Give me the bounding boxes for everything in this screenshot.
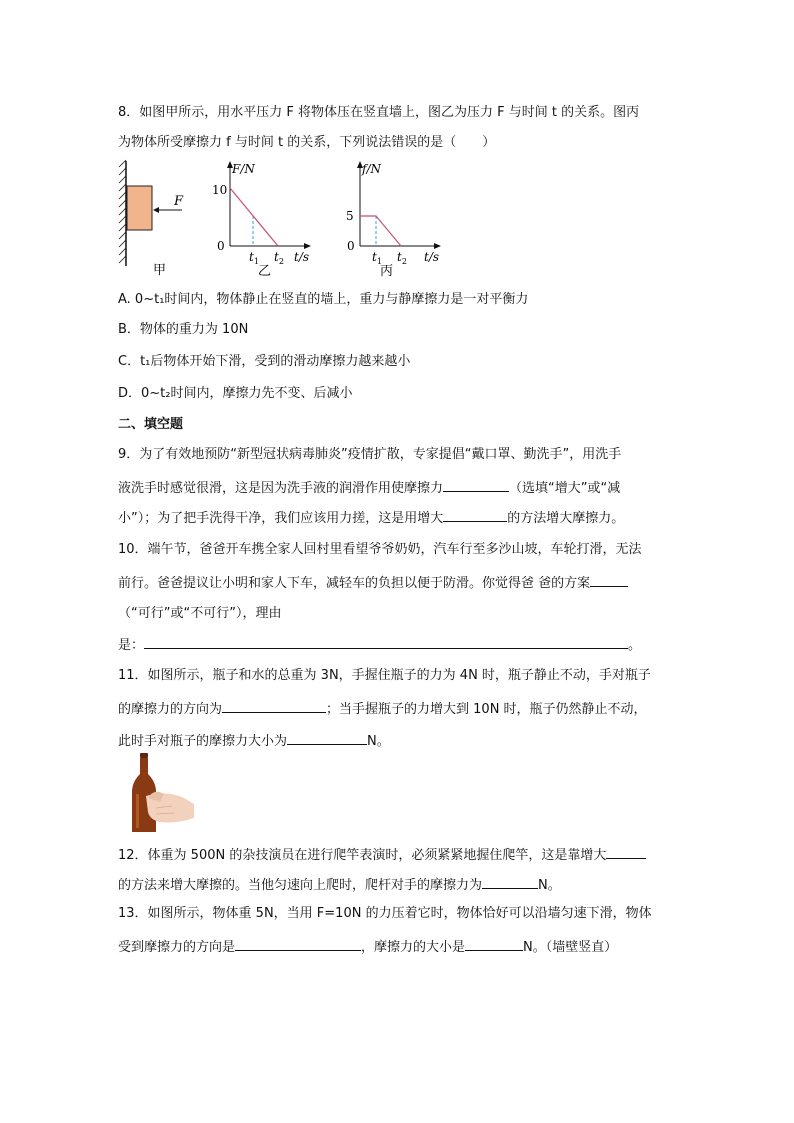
q8-line-1: 8．如图甲所示，用水平压力 F 将物体压在竖直墙上，图乙为压力 F 与时间 t 的关系。图丙 [118, 105, 640, 120]
q8-line-2: 为物体所受摩擦力 f 与时间 t 的关系，下列说法错误的是（ ） [118, 135, 496, 150]
origin-label: 0 [217, 239, 225, 253]
bottle-highlight [136, 794, 139, 828]
y-tick-10: 10 [212, 183, 228, 197]
figure-caption-jia: 甲 [153, 263, 167, 276]
t1-tick: $t_1$ [372, 250, 382, 266]
arrow-head [153, 207, 159, 213]
wall-hatching [119, 160, 126, 266]
x-axis-arrow [304, 243, 311, 249]
q12-line-2: 的方法来增大摩擦的。当他匀速向上爬时，爬杆对手的摩擦力为 N。 [118, 875, 561, 895]
x-axis-label: t/s [424, 250, 440, 264]
q11-line-1: 11．如图所示，瓶子和水的总重为 3N，手握住瓶子的力为 4N 时，瓶子静止不动，手对瓶子 [118, 668, 651, 683]
block [127, 186, 152, 230]
answer-blank[interactable] [287, 731, 367, 745]
figure-jia [118, 158, 190, 276]
answer-blank[interactable] [222, 699, 326, 713]
answer-blank[interactable] [590, 573, 628, 587]
q12-line-1: 12．体重为 500N 的杂技演员在进行爬竿表演时，必须紧紧地握住爬竿，这是靠增大 [118, 845, 646, 865]
q8-option-c: C．t₁后物体开始下滑，受到的滑动摩擦力越来越小 [118, 354, 411, 369]
answer-blank[interactable] [443, 508, 507, 522]
answer-blank[interactable] [465, 937, 523, 951]
x-axis-label: t/s [294, 250, 310, 264]
friction-line [360, 216, 401, 246]
t2-tick: $t_2$ [274, 250, 284, 266]
q10-line-3: （“可行”或“不可行”），理由 [118, 606, 282, 621]
q10-line-1: 10．端午节，爸爸开车携全家人回村里看望爷爷奶奶，汽车行至多沙山坡，车轮打滑，无法 [118, 542, 642, 557]
origin-label: 0 [347, 239, 355, 253]
q8-option-a: A. 0~t₁时间内，物体静止在竖直的墙上，重力与静摩擦力是一对平衡力 [118, 292, 529, 307]
section-heading: 二、填空题 [118, 417, 184, 432]
force-label: F [174, 194, 184, 209]
y-tick-5: 5 [346, 209, 354, 223]
q13-line-1: 13．如图所示，物体重 5N，当用 F=10N 的力压着它时，物体恰好可以沿墙匀速下滑，物体 [118, 906, 652, 921]
figure-yi [208, 158, 320, 278]
y-axis-label: f/N [362, 162, 381, 176]
answer-blank[interactable] [606, 845, 646, 859]
y-axis-label: F/N [232, 162, 255, 176]
t1-tick: $t_1$ [249, 250, 259, 266]
x-axis-arrow [434, 243, 441, 249]
force-line [230, 188, 278, 246]
q9-line-2: 液洗手时感觉很滑，这是因为洗手液的润滑作用使摩擦力 （选填“增大”或“减 [118, 478, 620, 498]
figure-caption-bing: 丙 [380, 264, 394, 278]
q10-line-2: 前行。爸爸提议让小明和家人下车，减轻车的负担以便于防滑。你觉得爸 爸的方案 [118, 573, 628, 593]
q8-option-d: D．0~t₂时间内，摩擦力先不变、后减小 [118, 386, 353, 401]
q9-line-3: 小”）；为了把手洗得干净，我们应该用力搓，这是用增大 的方法增大摩擦力。 [118, 508, 624, 528]
figure-bing [338, 158, 450, 278]
q9-line-1: 9．为了有效地预防“新型冠状病毒肺炎”疫情扩散，专家提倡“戴口罩、勤洗手”，用洗手 [118, 447, 622, 462]
q13-line-2: 受到摩擦力的方向是 ，摩擦力的大小是 N。（墙壁竖直） [118, 937, 617, 957]
figure-caption-yi: 乙 [258, 264, 272, 278]
q11-line-2: 的摩擦力的方向为 ；当手握瓶子的力增大到 10N 时，瓶子仍然静止不动， [118, 699, 647, 719]
q8-option-b: B．物体的重力为 10N [118, 322, 249, 337]
reason-blank[interactable] [144, 635, 628, 649]
answer-blank[interactable] [482, 875, 538, 889]
bottle-in-hand-image [126, 752, 196, 834]
q11-line-3: 此时手对瓶子的摩擦力大小为 N。 [118, 731, 390, 751]
q10-line-4: 是： 。 [118, 635, 641, 655]
answer-blank[interactable] [235, 937, 361, 951]
answer-blank[interactable] [443, 478, 509, 492]
bottle-cap [140, 753, 148, 758]
t2-tick: $t_2$ [397, 250, 407, 266]
